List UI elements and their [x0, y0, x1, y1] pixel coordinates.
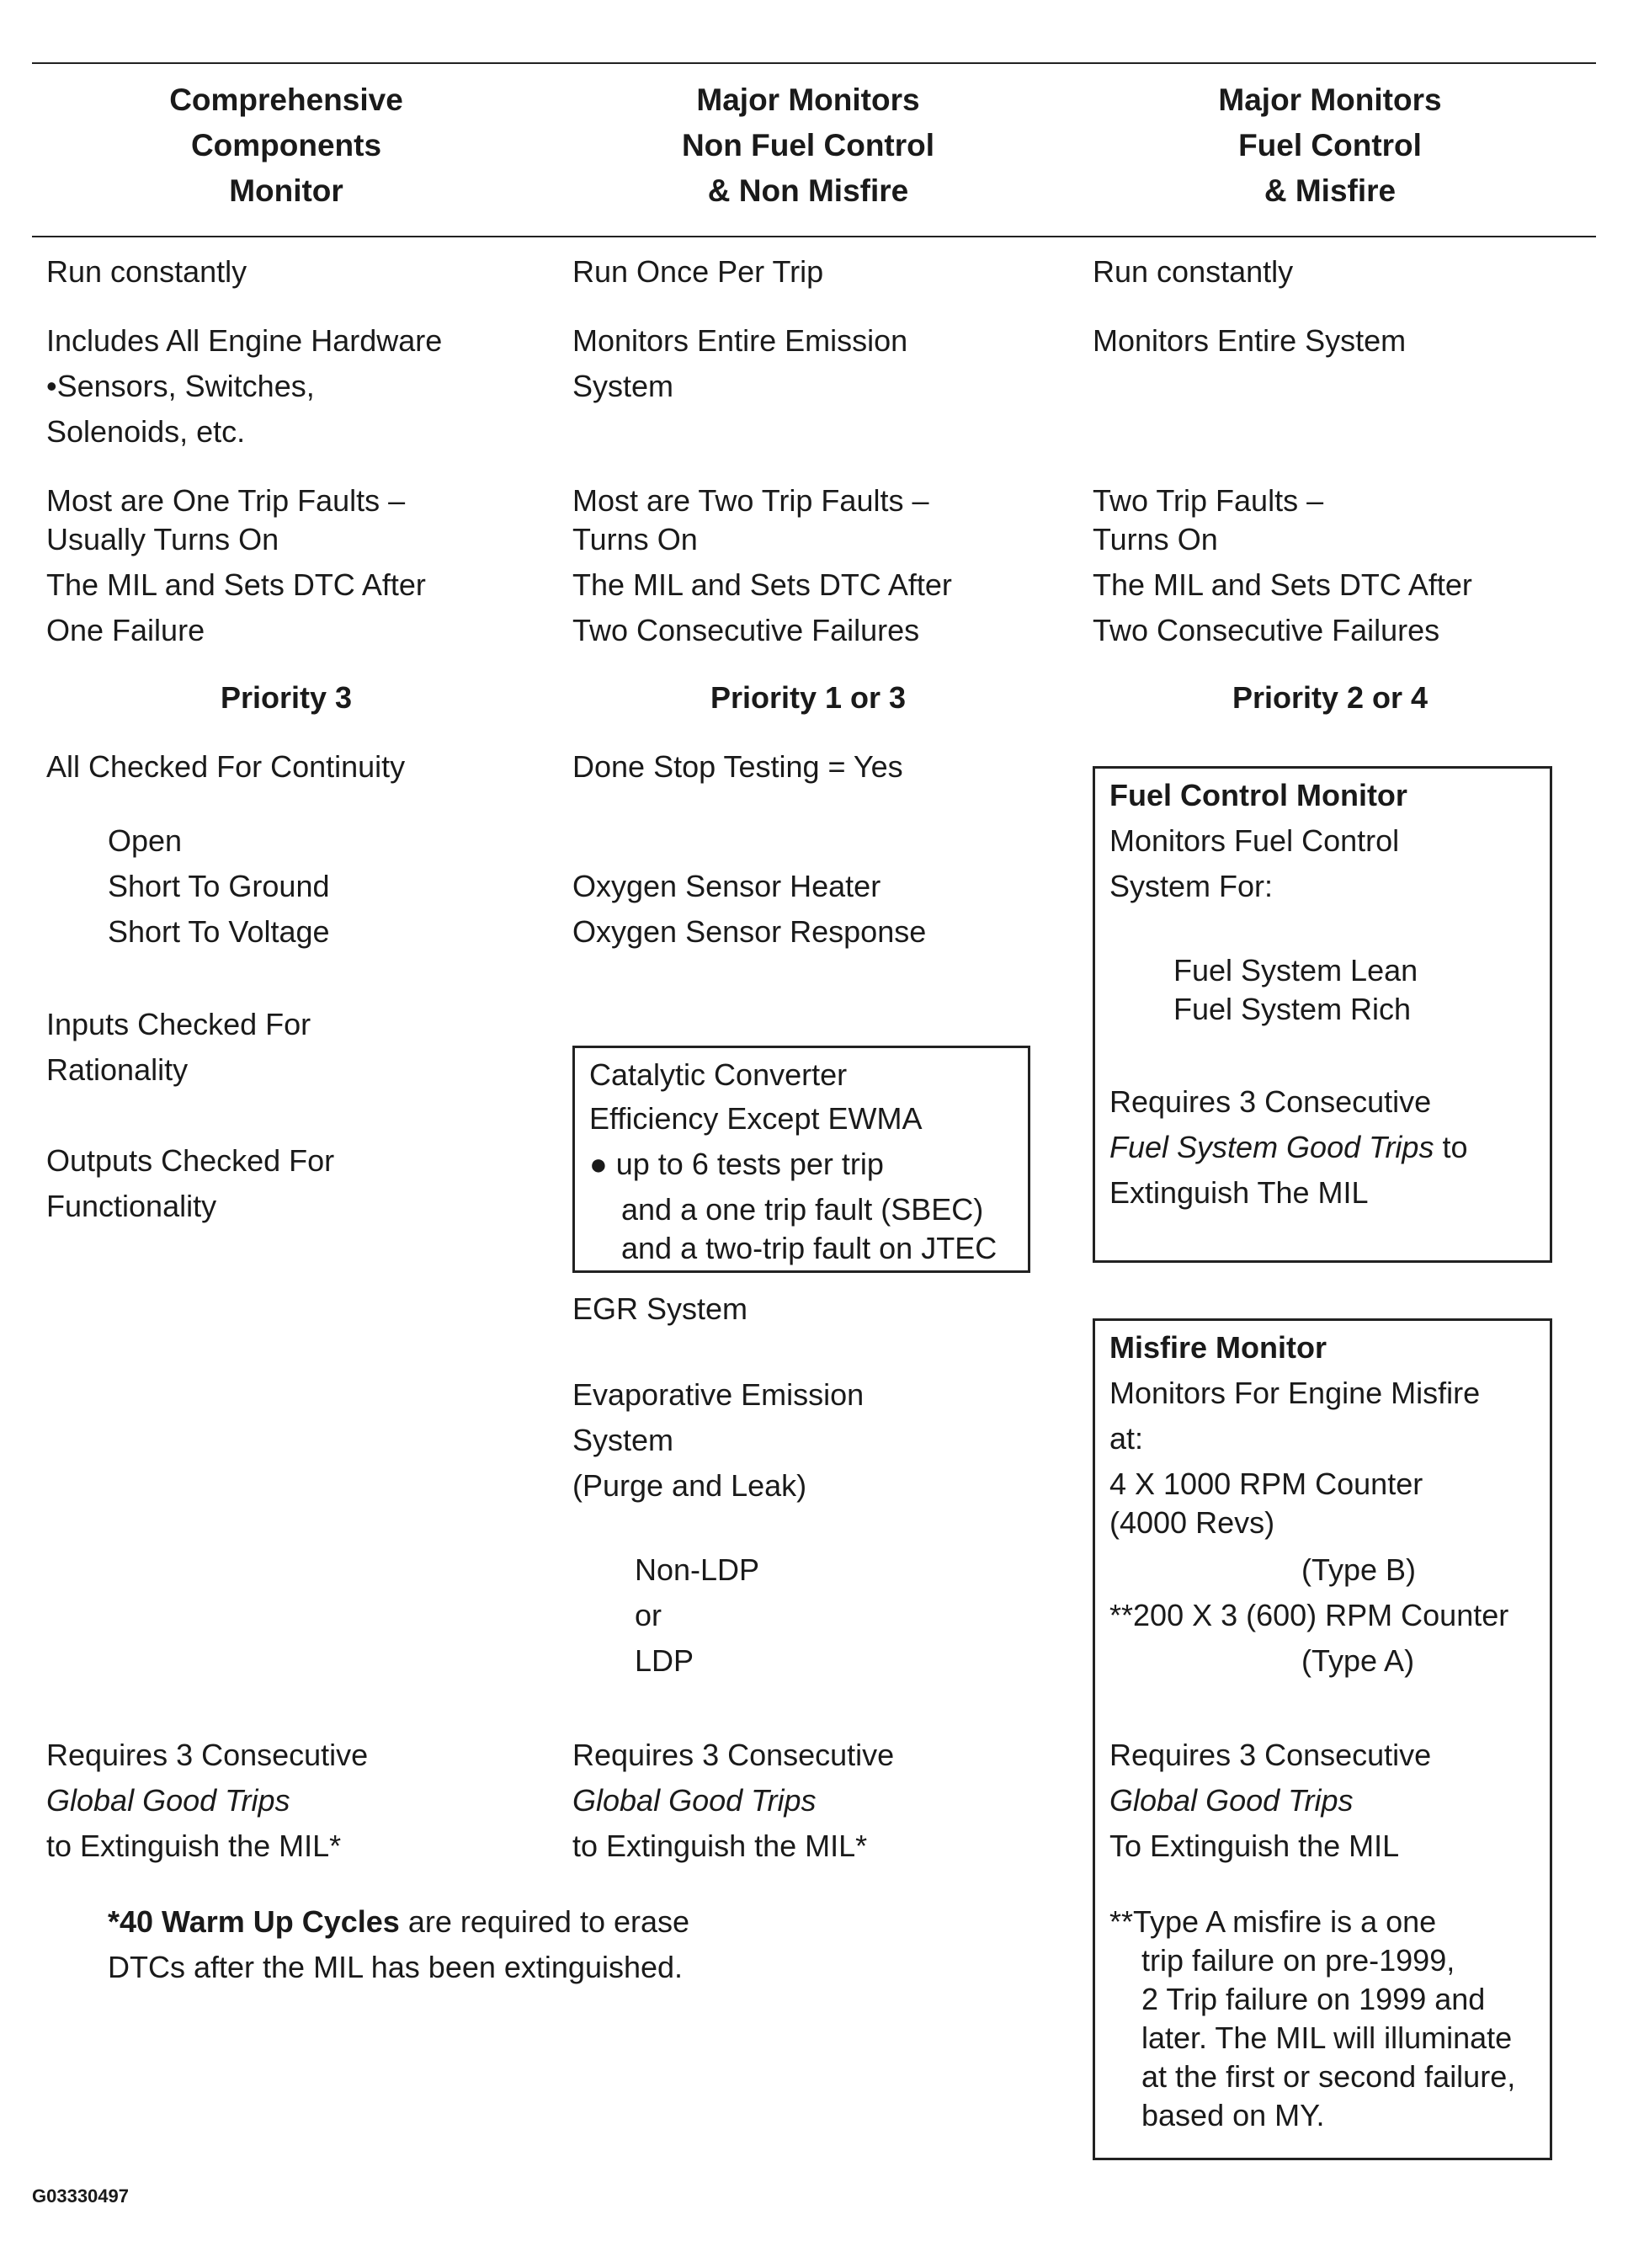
col1-run: Run constantly — [46, 254, 247, 289]
misfire-requires-line: Global Good Trips — [1109, 1783, 1354, 1818]
col1-check-item: Open — [108, 823, 183, 858]
header-col3-line: Major Monitors — [1218, 83, 1442, 117]
header-col2-line: Major Monitors — [696, 83, 920, 117]
col1-faults-line: One Failure — [46, 613, 205, 647]
col1-includes-line: Solenoids, etc. — [46, 414, 246, 449]
header-col3-line: Fuel Control — [1238, 128, 1422, 162]
catalytic-line: ● up to 6 tests per trip — [589, 1147, 884, 1181]
col1-check-item: Short To Ground — [108, 869, 330, 903]
col3-faults-line: Two Trip Faults – — [1093, 483, 1324, 518]
col2-requires-line: Global Good Trips — [572, 1783, 817, 1818]
catalytic-line: Catalytic Converter — [589, 1057, 848, 1092]
fuel-box-item: Fuel System Lean — [1173, 953, 1418, 988]
fuel-box-line: System For: — [1109, 869, 1274, 903]
misfire-note-line: at the first or second failure, — [1141, 2059, 1516, 2094]
col1-outputs-line: Outputs Checked For — [46, 1143, 335, 1178]
footnote-bold: *40 Warm Up Cycles — [108, 1904, 400, 1939]
footnote-rest: are required to erase — [399, 1904, 690, 1939]
col3-faults-line: Two Consecutive Failures — [1093, 613, 1440, 647]
col1-faults-line: Most are One Trip Faults – — [46, 483, 406, 518]
footnote-line2: DTCs after the MIL has been extinguished. — [108, 1950, 684, 1984]
col3-run: Run constantly — [1093, 254, 1294, 289]
col2-done: Done Stop Testing = Yes — [572, 749, 903, 784]
col2-egr: EGR System — [572, 1291, 748, 1326]
misfire-type-b: (Type B) — [1301, 1552, 1417, 1587]
col1-inputs-line: Inputs Checked For — [46, 1007, 311, 1041]
header-col1-line: Components — [190, 128, 382, 162]
misfire-note-line: **Type A misfire is a one — [1109, 1904, 1437, 1939]
catalytic-line: and a one trip fault (SBEC) — [621, 1192, 984, 1227]
misfire-requires-line: Requires 3 Consecutive — [1109, 1738, 1432, 1772]
header-col3-line: & Misfire — [1264, 173, 1397, 208]
col2-faults-line: The MIL and Sets DTC After — [572, 567, 952, 602]
col2-faults-line: Most are Two Trip Faults – — [572, 483, 929, 518]
fuel-box-req: Requires 3 Consecutive — [1109, 1084, 1432, 1119]
col2-run: Run Once Per Trip — [572, 254, 824, 289]
misfire-requires-line: To Extinguish the MIL — [1109, 1829, 1400, 1863]
col3-priority: Priority 2 or 4 — [1232, 680, 1428, 715]
col2-oxygen-line: Oxygen Sensor Response — [572, 914, 927, 949]
header-col2-line: Non Fuel Control — [681, 128, 935, 162]
fuel-box-line: Monitors Fuel Control — [1109, 823, 1400, 858]
header-col2 — [572, 77, 1044, 214]
misfire-note-line: later. The MIL will illuminate — [1141, 2020, 1513, 2055]
misfire-counter: **200 X 3 (600) RPM Counter — [1109, 1598, 1509, 1632]
catalytic-line: and a two-trip fault on JTEC — [621, 1231, 998, 1265]
misfire-note-line: 2 Trip failure on 1999 and — [1141, 1982, 1486, 2016]
col1-outputs-line: Functionality — [46, 1189, 217, 1223]
fuel-box-item: Fuel System Rich — [1173, 992, 1412, 1026]
col2-requires-line: to Extinguish the MIL* — [572, 1829, 868, 1863]
col2-ldp-line: or — [635, 1598, 662, 1632]
col2-evap-line: Evaporative Emission — [572, 1377, 865, 1412]
footnote-line1 — [108, 1899, 689, 1945]
col1-priority: Priority 3 — [220, 680, 353, 715]
col2-ldp-line: Non-LDP — [635, 1552, 760, 1587]
col1-inputs-line: Rationality — [46, 1052, 189, 1087]
col1-requires-line: Requires 3 Consecutive — [46, 1738, 369, 1772]
header-col1-line: Monitor — [229, 173, 343, 208]
col1-includes-line: •Sensors, Switches, — [46, 369, 315, 403]
col2-faults-line: Turns On — [572, 522, 698, 556]
col2-evap-line: (Purge and Leak) — [572, 1468, 807, 1503]
col2-priority: Priority 1 or 3 — [710, 680, 907, 715]
col3-faults-line: The MIL and Sets DTC After — [1093, 567, 1472, 602]
misfire-note-line: trip failure on pre-1999, — [1141, 1943, 1455, 1978]
col1-faults-line: The MIL and Sets DTC After — [46, 567, 426, 602]
misfire-box-title: Misfire Monitor — [1109, 1330, 1327, 1365]
header-col1 — [51, 77, 522, 214]
fuel-box-req-italic: Fuel System Good Trips — [1109, 1130, 1434, 1164]
col2-faults-line: Two Consecutive Failures — [572, 613, 920, 647]
col2-oxygen-line: Oxygen Sensor Heater — [572, 869, 881, 903]
col1-faults-line: Usually Turns On — [46, 522, 279, 556]
fuel-box-req-line2 — [1109, 1125, 1467, 1170]
misfire-box-line: Monitors For Engine Misfire — [1109, 1376, 1481, 1410]
misfire-box-line: (4000 Revs) — [1109, 1505, 1275, 1540]
fuel-box-req: Extinguish The MIL — [1109, 1175, 1369, 1210]
catalytic-line: Efficiency Except EWMA — [589, 1101, 923, 1136]
misfire-box-line: at: — [1109, 1421, 1144, 1456]
col3-monitors: Monitors Entire System — [1093, 323, 1407, 358]
figure-id: G03330497 — [32, 2185, 129, 2207]
header-col3 — [1094, 77, 1566, 214]
header-col1-line: Comprehensive — [169, 83, 403, 117]
col1-requires-line: Global Good Trips — [46, 1783, 290, 1818]
col1-requires-line: to Extinguish the MIL* — [46, 1829, 342, 1863]
misfire-type-a: (Type A) — [1301, 1643, 1415, 1678]
misfire-note-line: based on MY. — [1141, 2098, 1325, 2132]
col1-checked: All Checked For Continuity — [46, 749, 406, 784]
col1-check-item: Short To Voltage — [108, 914, 330, 949]
fuel-box-title: Fuel Control Monitor — [1109, 778, 1407, 812]
misfire-box-line: 4 X 1000 RPM Counter — [1109, 1467, 1423, 1501]
col3-faults-line: Turns On — [1093, 522, 1218, 556]
fuel-box-req-rest: to — [1434, 1130, 1468, 1164]
header-col2-line: & Non Misfire — [707, 173, 909, 208]
header-rule — [32, 236, 1596, 237]
col2-ldp-line: LDP — [635, 1643, 694, 1678]
col2-requires-line: Requires 3 Consecutive — [572, 1738, 895, 1772]
col2-evap-line: System — [572, 1423, 674, 1457]
col2-monitors-line: System — [572, 369, 674, 403]
top-rule — [32, 62, 1596, 64]
col2-monitors-line: Monitors Entire Emission — [572, 323, 908, 358]
col1-includes-line: Includes All Engine Hardware — [46, 323, 443, 358]
